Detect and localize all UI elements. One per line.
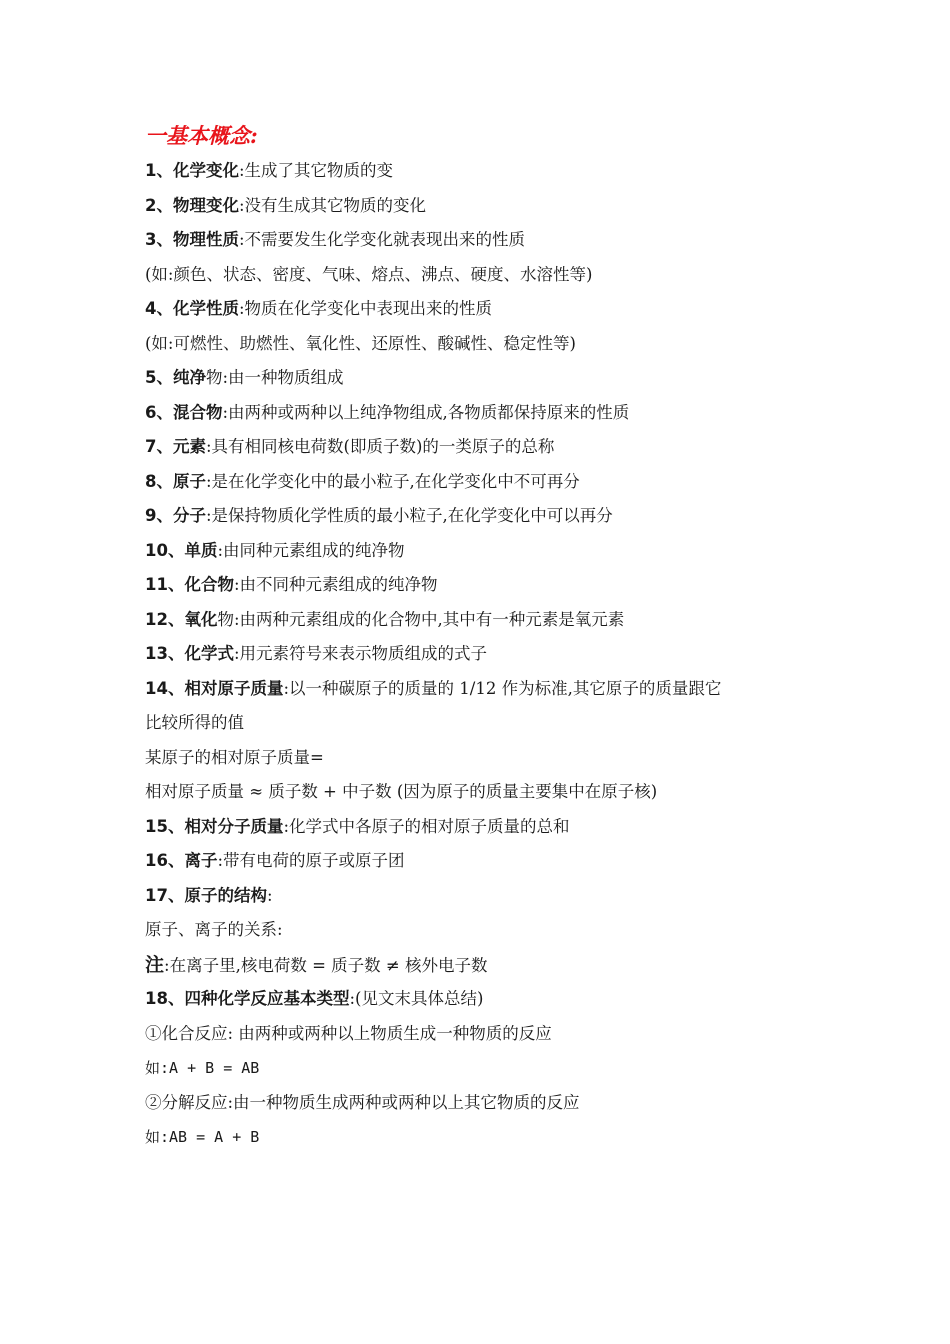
item-definition: 由同种元素组成的纯净物 [223,540,405,560]
note-separator: : [164,955,170,975]
note-text: 在离子里,核电荷数 = 质子数 ≠ 核外电子数 [169,955,488,975]
item-separator: : [238,299,245,318]
item-term: 化学变化 [172,161,239,180]
item-definition: 生成了其它物质的变 [244,161,394,180]
item-definition: 由两种元素组成的化合物中,其中有一种元素是氧元素 [239,609,625,629]
text-line [145,913,825,948]
line-text: ①化合反应: 由两种或两种以上物质生成一种物质的反应 [145,1023,552,1043]
example-line [145,1051,825,1086]
text-line [145,258,825,293]
concept-item [145,292,825,327]
item-separator: : [205,471,212,491]
concept-item [145,879,825,914]
item-separator: : [266,885,273,905]
concept-item [145,534,825,569]
note-line [145,948,825,983]
item-separator: : [233,644,240,663]
item-separator: : [283,816,290,836]
line-text: 比较所得的值 [145,713,244,732]
item-term: 化学式 [184,644,234,663]
line-text: 相对原子质量 ≈ 质子数 + 中子数 (因为原子的质量主要集中在原子核) [145,782,658,801]
concept-item [145,223,825,258]
item-term: 物理性质 [172,230,239,249]
text-line [145,706,825,741]
item-number: 12、 [145,609,185,629]
item-number: 1、 [145,161,173,180]
item-number: 9、 [145,506,173,525]
item-number: 7、 [145,437,173,456]
concept-item [145,154,825,189]
item-separator: 物: [205,368,229,387]
document-page [145,118,825,1155]
item-separator: : [238,195,245,215]
item-separator: : [238,161,245,180]
concept-item [145,465,825,500]
item-separator: : [349,989,356,1008]
item-number: 8、 [145,471,173,491]
item-number: 6、 [145,402,173,422]
concept-item [145,189,825,224]
text-line [145,327,825,362]
item-term: 物理变化 [172,195,239,215]
item-number: 2、 [145,195,173,215]
item-term: 化合物 [184,575,234,594]
item-number: 4、 [145,299,173,318]
item-definition: 没有生成其它物质的变化 [244,195,427,215]
item-number: 3、 [145,230,173,249]
note-mark: 注 [145,953,165,976]
item-number: 18、 [145,989,185,1008]
concept-item [145,568,825,603]
line-text: ②分解反应:由一种物质生成两种或两种以上其它物质的反应 [145,1092,580,1112]
item-definition: (见文末具体总结) [355,989,484,1008]
item-term: 氧化 [184,609,218,629]
item-term: 混合物 [172,402,223,422]
item-definition: 用元素符号来表示物质组成的式子 [239,644,488,663]
item-term: 原子 [172,471,206,491]
item-number: 5、 [145,368,173,387]
item-definition: 是在化学变化中的最小粒子,在化学变化中不可再分 [211,471,580,491]
item-number: 16、 [145,851,185,870]
item-separator: : [217,540,224,560]
item-term: 原子的结构 [184,885,267,905]
text-line [145,1086,825,1121]
item-term: 纯净 [172,368,206,387]
item-term: 四种化学反应基本类型 [184,989,350,1008]
item-number: 15、 [145,816,185,836]
item-term: 元素 [172,437,206,456]
text-line [145,1017,825,1052]
concept-item [145,844,825,879]
item-term: 分子 [172,506,206,525]
concept-item [145,672,825,707]
item-definition: 由不同种元素组成的纯净物 [239,575,438,594]
line-text: (如:可燃性、助燃性、氧化性、还原性、酸碱性、稳定性等) [145,333,576,353]
text-line [145,775,825,810]
item-separator: 物: [217,609,240,629]
item-definition: 不需要发生化学变化就表现出来的性质 [244,230,526,249]
concept-item [145,982,825,1017]
item-separator: : [283,678,290,698]
item-number: 10、 [145,540,185,560]
concept-item [145,810,825,845]
line-text: 原子、离子的关系: [145,920,283,939]
line-text: (如:颜色、状态、密度、气味、熔点、沸点、硬度、水溶性等) [145,264,593,284]
item-definition: 由两种或两种以上纯净物组成,各物质都保持原来的性质 [228,402,630,422]
concept-list [145,154,825,1155]
item-term: 相对原子质量 [184,678,284,698]
text-line [145,741,825,776]
item-separator: : [238,230,245,249]
item-separator: : [222,402,229,422]
line-text: 如:AB = A + B [145,1128,260,1146]
concept-item [145,637,825,672]
item-term: 相对分子质量 [184,816,284,836]
item-term: 化学性质 [172,299,239,318]
item-definition: 带有电荷的原子或原子团 [223,851,405,870]
item-separator: : [205,437,212,456]
item-separator: : [205,506,212,525]
item-definition: 是保持物质化学性质的最小粒子,在化学变化中可以再分 [211,506,613,525]
line-text: 某原子的相对原子质量= [145,747,324,767]
item-term: 单质 [184,540,218,560]
item-separator: : [217,851,224,870]
item-separator: : [233,575,240,594]
line-text: 如:A + B = AB [145,1059,260,1077]
item-definition: 以一种碳原子的质量的 1/12 作为标准,其它原子的质量跟它 [289,678,722,698]
concept-item [145,396,825,431]
concept-item [145,499,825,534]
item-number: 11、 [145,575,185,594]
section-heading: 一基本概念: [145,123,258,148]
example-line [145,1120,825,1155]
item-number: 14、 [145,678,185,698]
item-definition: 物质在化学变化中表现出来的性质 [244,299,493,318]
item-definition: 化学式中各原子的相对原子质量的总和 [289,816,570,836]
concept-item [145,430,825,465]
item-number: 17、 [145,885,185,905]
item-definition: 由一种物质组成 [228,368,344,387]
item-number: 13、 [145,644,185,663]
item-definition: 具有相同核电荷数(即质子数)的一类原子的总称 [211,437,555,456]
item-term: 离子 [184,851,218,870]
concept-item [145,361,825,396]
concept-item [145,603,825,638]
